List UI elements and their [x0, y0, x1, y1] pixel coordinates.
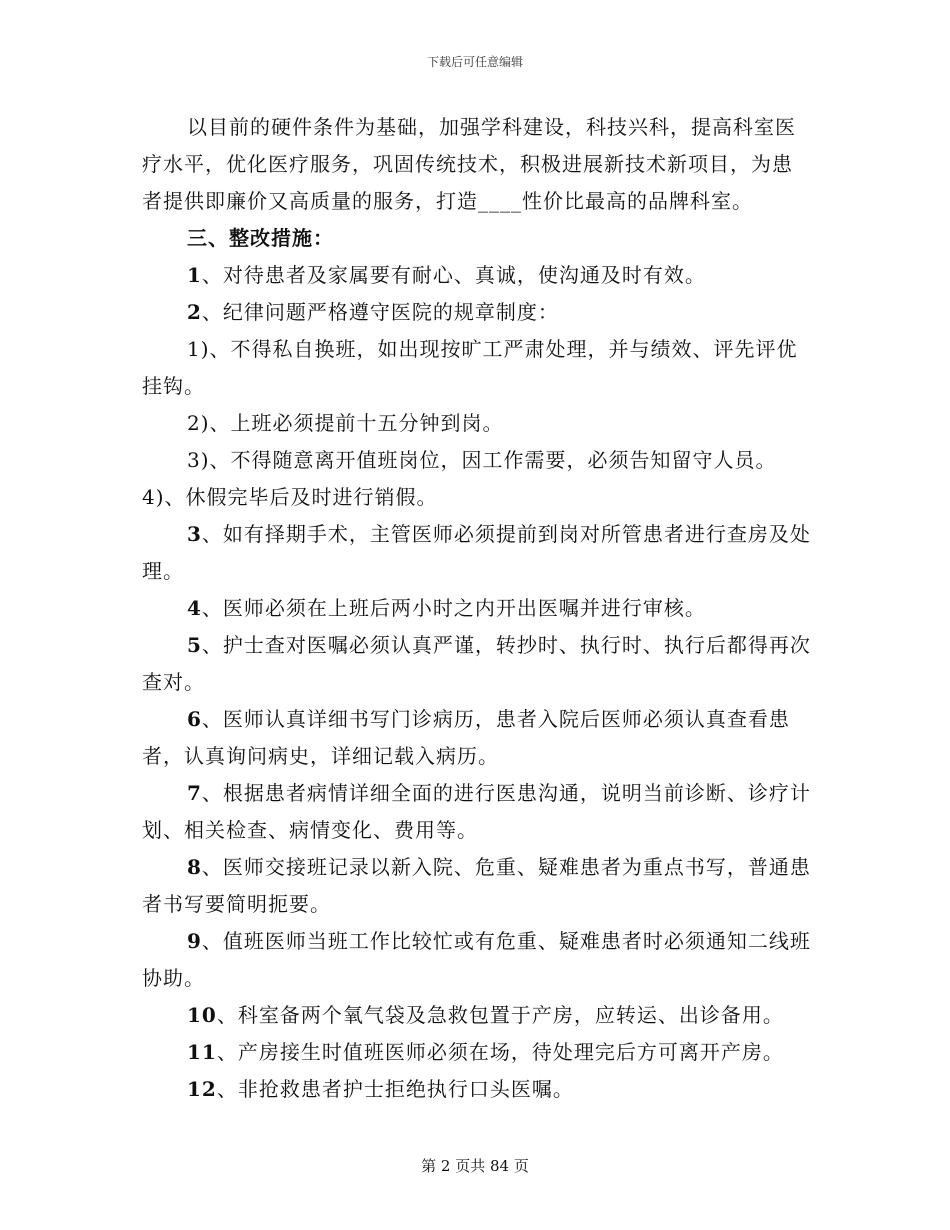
list-item	[142, 590, 812, 627]
item-text: 、护士查对医嘱必须认真严谨，转抄时、执行时、执行后都得再次查对。	[142, 633, 811, 694]
item-number: 6	[187, 707, 202, 731]
page-footer: 第 2 页共 84 页	[421, 1157, 529, 1175]
item-number: 3	[187, 522, 202, 546]
item-text: 、医师交接班记录以新入院、危重、疑难患者为重点书写，普通患者书写要简明扼要。	[142, 855, 811, 916]
item-text: 、值班医师当班工作比较忙或有危重、疑难患者时必须通知二线班协助。	[142, 929, 811, 990]
list-item	[142, 701, 812, 775]
section-heading: 三、整改措施：	[187, 226, 334, 250]
sub-item: 1)、不得私自换班，如出现按旷工严肃处理，并与绩效、评先评优挂钩。	[142, 337, 798, 398]
intro-paragraph: 以目前的硬件条件为基础，加强学科建设，科技兴科，提高科室医疗水平，优化医疗服务，巩固传统技术，积极进展新技术新项目，为患者提供即廉价又高质量的服务，打造____性价比最高的品牌科室。	[142, 115, 796, 213]
item-number: 7	[187, 781, 202, 805]
item-text: 、对待患者及家属要有耐心、真诚，使沟通及时有效。	[201, 263, 706, 287]
item-text: 、医师必须在上班后两小时之内开出医嘱并进行审核。	[201, 596, 706, 620]
item-text: 、纪律问题严格遵守医院的规章制度：	[201, 300, 559, 324]
document-body	[142, 109, 812, 1108]
list-item	[142, 1071, 812, 1108]
item-number: 12	[187, 1077, 217, 1101]
list-item	[142, 516, 812, 590]
item-text: 、非抢救患者护士拒绝执行口头医嘱。	[216, 1077, 574, 1101]
list-item	[142, 257, 812, 294]
item-number: 11	[187, 1040, 217, 1064]
list-item	[142, 294, 812, 331]
page-header: 下载后可任意编辑	[426, 55, 523, 69]
sub-item: 2)、上班必须提前十五分钟到岗。	[187, 411, 504, 435]
item-number: 2	[187, 300, 202, 324]
list-item	[142, 923, 812, 997]
item-number: 8	[187, 855, 202, 879]
item-text: 、如有择期手术，主管医师必须提前到岗对所管患者进行查房及处理。	[142, 522, 811, 583]
list-item	[142, 849, 812, 923]
sub-item: 4)、休假完毕后及时进行销假。	[142, 485, 438, 509]
item-text: 、产房接生时值班医师必须在场，待处理完后方可离开产房。	[216, 1040, 784, 1064]
list-item	[142, 775, 812, 849]
item-number: 4	[187, 596, 202, 620]
sub-item: 3)、不得随意离开值班岗位，因工作需要，必须告知留守人员。	[187, 448, 777, 472]
item-text: 、科室备两个氧气袋及急救包置于产房，应转运、出诊备用。	[216, 1003, 784, 1027]
item-number: 10	[187, 1003, 217, 1027]
item-text: 、根据患者病情详细全面的进行医患沟通，说明当前诊断、诊疗计划、相关检查、病情变化、费用等。	[142, 781, 811, 842]
item-text: 、医师认真详细书写门诊病历，患者入院后医师必须认真查看患者，认真询问病史，详细记载入病历。	[142, 707, 790, 768]
item-number: 1	[187, 263, 202, 287]
item-number: 9	[187, 929, 202, 953]
list-item	[142, 1034, 812, 1071]
list-item	[142, 627, 812, 701]
item-number: 5	[187, 633, 202, 657]
list-item	[142, 997, 812, 1034]
